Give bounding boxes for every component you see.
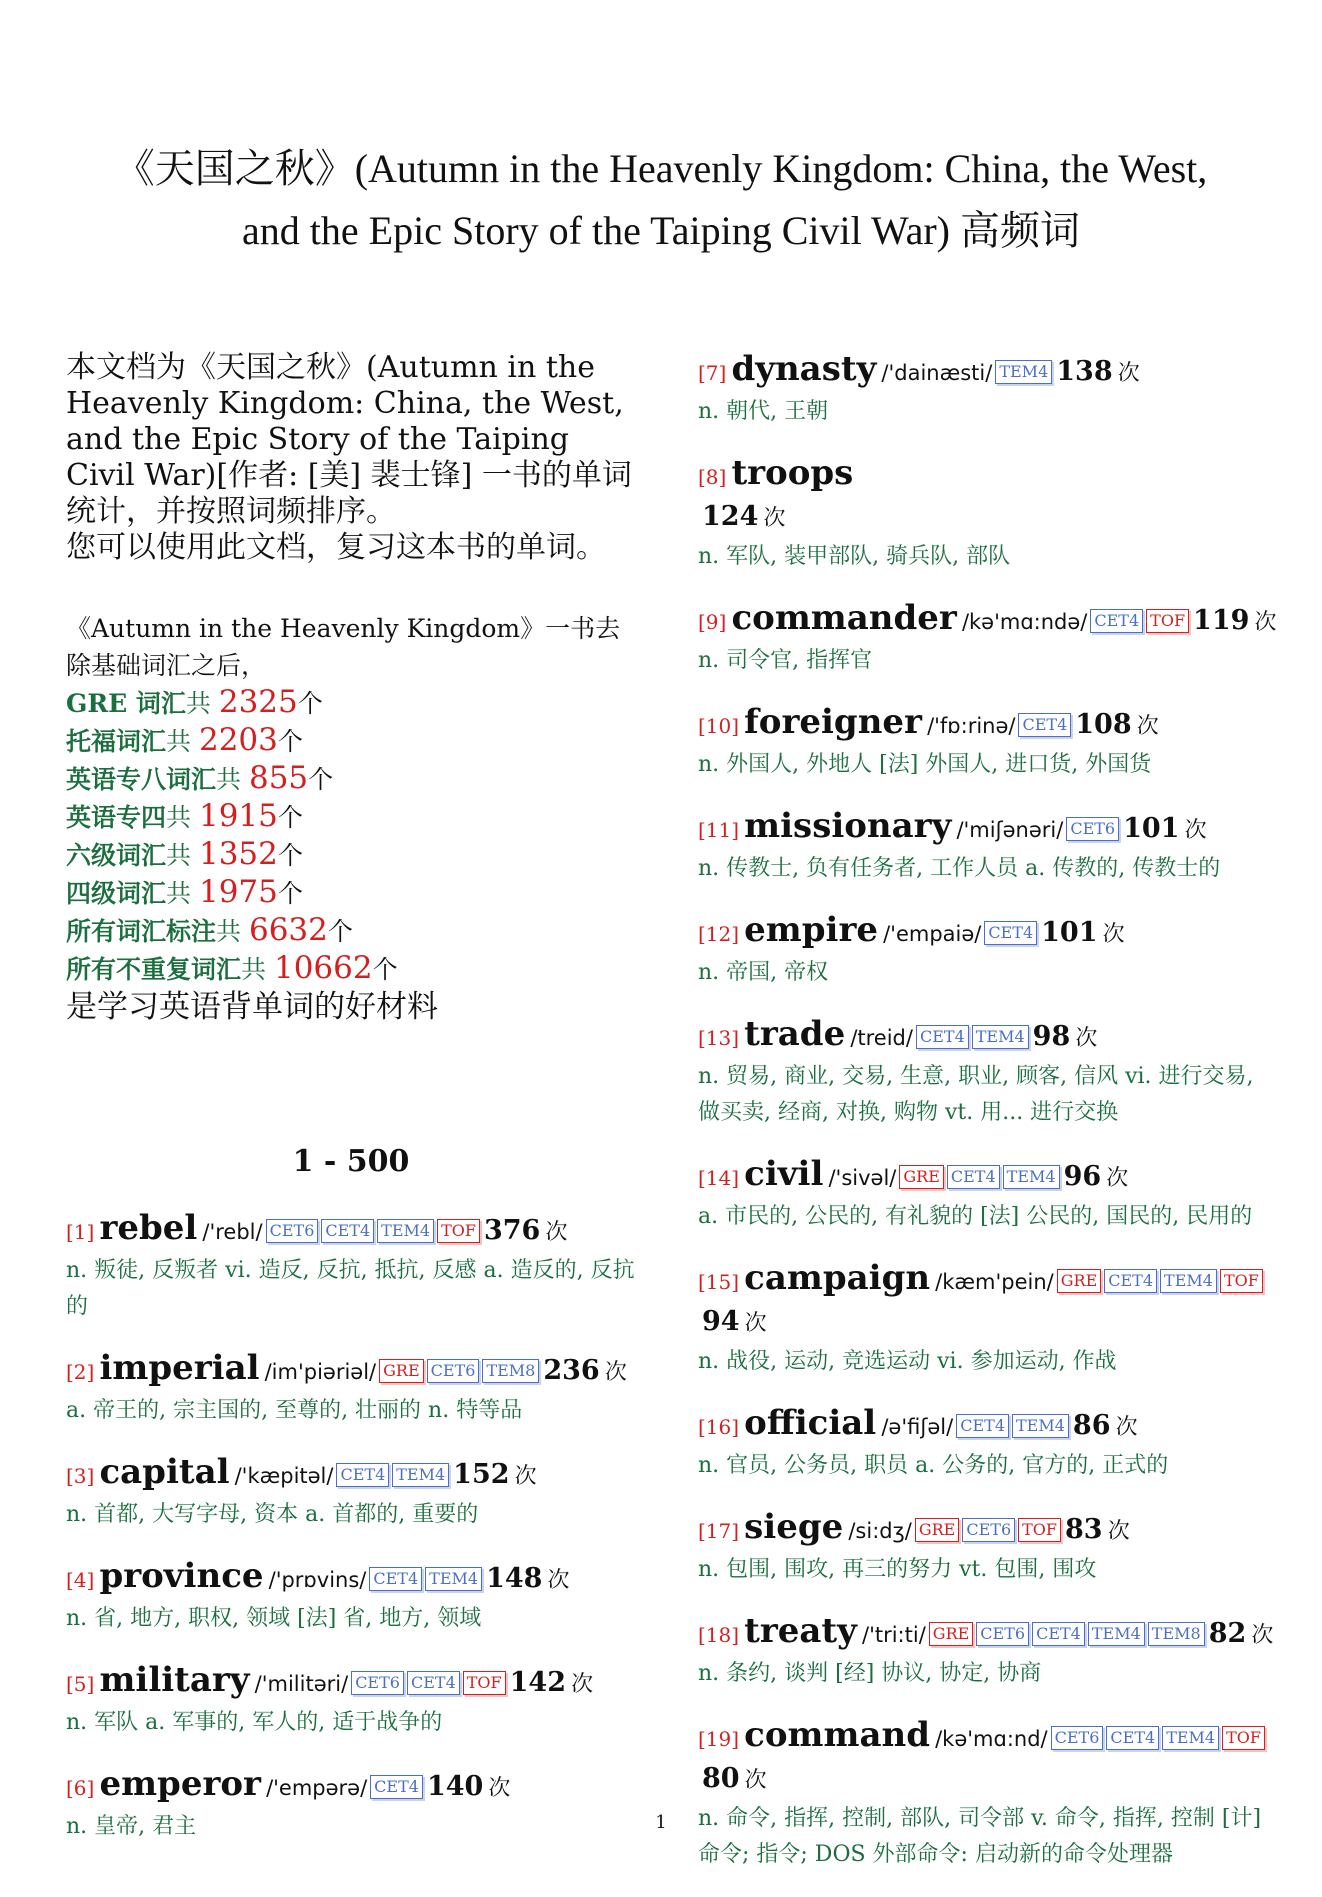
word-entry [66,1557,636,1637]
entry-meaning: n. 首都, 大写字母, 资本 a. 首都的, 重要的 [66,1502,479,1527]
intro-text-2: 您可以使用此文档，复习这本书的单词。 [66,530,606,565]
entry-phonetic: /kə'mɑ:nd/ [935,1727,1048,1751]
entry-frequency: 98 [1032,1021,1071,1052]
stat-row [66,798,636,836]
entry-frequency: 82 [1208,1618,1247,1649]
word-entry [698,1155,1278,1235]
word-list-left [66,1209,636,1845]
entry-frequency: 124 [702,501,759,532]
stat-unit: 个 [327,917,353,946]
entry-frequency: 86 [1072,1410,1111,1441]
entry-times-unit: 次 [1136,714,1159,739]
entry-meaning: n. 军队, 装甲部队, 骑兵队, 部队 [698,544,1011,569]
entry-header [698,599,1278,643]
stat-connector: 共 [216,917,249,946]
entry-frequency: 80 [702,1763,740,1794]
stat-label: 四级词汇 [66,879,167,908]
entry-header [66,1209,636,1253]
entry-frequency: 101 [1123,813,1180,844]
entry-index: [3] [66,1464,95,1488]
entry-frequency: 140 [426,1771,484,1802]
entry-phonetic: /'prɒvins/ [268,1568,367,1592]
entry-times-unit: 次 [1106,1166,1129,1191]
entry-times-unit: 次 [604,1360,627,1385]
entry-index: [13] [698,1026,740,1050]
entry-index: [11] [698,818,740,842]
exam-tag-tem4: TEM4 [1012,1414,1069,1438]
stat-label: 英语专八词汇 [66,765,217,794]
exam-tag-tem8: TEM8 [1148,1622,1205,1646]
exam-tag-cet6: CET6 [351,1671,404,1695]
entry-phonetic: /'rebl/ [202,1220,263,1244]
word-entry [698,1508,1278,1588]
entry-meaning: n. 官员, 公务员, 职员 a. 公务的, 官方的, 正式的 [698,1453,1169,1478]
entry-phonetic: /'sivəl/ [828,1166,897,1190]
word-entry [66,1209,636,1325]
stat-row [66,760,636,798]
entry-meaning: n. 军队 a. 军事的, 军人的, 适于战争的 [66,1710,443,1735]
entry-phonetic: /'dainæsti/ [881,361,993,385]
intro-paragraph [66,350,636,566]
entry-word: commander [731,598,957,638]
entry-word: missionary [744,806,952,846]
entry-header [66,1557,636,1601]
page-number: 1 [655,1812,667,1833]
stat-label: 六级词汇 [66,841,167,870]
exam-tag-cet6: CET6 [1051,1726,1104,1750]
entry-index: [1] [66,1220,95,1244]
entry-index: [5] [66,1672,95,1696]
entry-frequency: 376 [483,1215,541,1246]
entry-word: empire [744,910,878,950]
stat-count: 6632 [248,912,328,948]
exam-tag-tem4: TEM4 [377,1219,434,1243]
word-entry [698,807,1278,887]
entry-index: [15] [698,1270,740,1294]
exam-tag-cet6: CET6 [266,1219,319,1243]
entry-times-unit: 次 [1254,610,1277,635]
exam-tag-cet6: CET6 [1066,817,1119,841]
word-entry [698,599,1278,679]
entry-times-unit: 次 [1115,1415,1138,1440]
entry-word: campaign [744,1258,931,1298]
stat-row [66,912,636,950]
stat-count: 1975 [198,874,278,910]
entry-phonetic: /'militəri/ [254,1672,349,1696]
entry-phonetic: /'tri:ti/ [862,1623,926,1647]
entry-frequency: 119 [1193,605,1250,636]
exam-tag-cet4: CET4 [369,1567,422,1591]
entry-meaning: n. 帝国, 帝权 [698,960,829,985]
exam-tag-tem4: TEM4 [1162,1726,1219,1750]
entry-index: [2] [66,1360,95,1384]
right-column [698,350,1278,1897]
stat-count: 1352 [198,836,278,872]
stat-unit: 个 [277,803,303,832]
entry-index: [12] [698,922,740,946]
stat-count: 855 [248,760,309,796]
exam-tag-cet4: CET4 [321,1219,374,1243]
stat-connector: 共 [166,879,199,908]
exam-tag-gre: GRE [899,1165,944,1189]
stat-connector: 共 [166,803,199,832]
entry-phonetic: /kə'mɑ:ndə/ [961,610,1088,634]
entry-frequency: 142 [509,1667,567,1698]
entry-frequency: 236 [543,1355,600,1386]
entry-times-unit: 次 [545,1220,568,1245]
entry-times-unit: 次 [571,1672,594,1697]
entry-header [698,1404,1278,1448]
stat-connector: 共 [185,689,219,718]
entry-times-unit: 次 [1102,922,1125,947]
entry-index: [6] [66,1776,95,1800]
entry-index: [14] [698,1166,740,1190]
word-list-right [698,350,1278,1873]
entry-word: treaty [744,1611,857,1651]
entry-times-unit: 次 [1107,1519,1130,1544]
entry-meaning: n. 省, 地方, 职权, 领域 [法] 省, 地方, 领域 [66,1606,482,1631]
exam-tag-tem8: TEM8 [482,1359,539,1383]
entry-header [66,1349,636,1393]
entry-word: rebel [99,1208,198,1248]
entry-header [698,1259,1278,1344]
word-entry [66,1453,636,1533]
entry-phonetic: /si:dʒ/ [848,1519,912,1543]
vocabulary-stats [66,610,636,1026]
entry-times-unit: 次 [1117,361,1140,386]
exam-tag-tof: TOF [1018,1518,1061,1542]
stat-unit: 个 [277,879,303,908]
entry-index: [19] [698,1727,740,1751]
entry-phonetic: /im'piəriəl/ [264,1360,377,1384]
exam-tag-cet6: CET6 [427,1359,480,1383]
entry-index: [7] [698,361,727,385]
entry-times-unit: 次 [514,1464,537,1489]
entry-meaning: n. 战役, 运动, 竞选运动 vi. 参加运动, 作战 [698,1349,1117,1374]
entry-times-unit: 次 [1075,1026,1098,1051]
stat-unit: 个 [308,765,334,794]
entry-word: emperor [99,1764,261,1804]
word-entry [698,1259,1278,1380]
entry-times-unit: 次 [744,1768,767,1793]
entry-phonetic: /'empaiə/ [883,922,982,946]
entry-frequency: 138 [1056,356,1113,387]
stat-count: 2203 [198,722,278,758]
word-entry [66,1661,636,1741]
exam-tag-tem4: TEM4 [1160,1269,1217,1293]
stat-row [66,722,636,760]
exam-tag-cet4: CET4 [1018,713,1071,737]
entry-meaning: n. 条约, 谈判 [经] 协议, 协定, 协商 [698,1661,1042,1686]
exam-tag-tem4: TEM4 [1003,1165,1060,1189]
entry-index: [8] [698,465,727,489]
stat-label: 托福词汇 [66,727,167,756]
entry-meaning: a. 市民的, 公民的, 有礼貌的 [法] 公民的, 国民的, 民用的 [698,1204,1253,1229]
left-column [66,350,636,1869]
title-line-2: and the Epic Story of the Taiping Civil War) 高频词 [242,208,1080,253]
exam-tag-tem4: TEM4 [425,1567,482,1591]
entry-phonetic: /'kæpitəl/ [234,1464,334,1488]
stat-count: 1915 [198,798,278,834]
entry-header [698,1508,1278,1552]
section-heading: 1 - 500 [292,1144,410,1179]
entry-phonetic: /'miʃənəri/ [956,818,1064,842]
entry-times-unit: 次 [1184,818,1207,843]
stat-label: GRE 词汇 [66,689,186,718]
stat-row [66,874,636,912]
entry-meaning: n. 司令官, 指挥官 [698,648,873,673]
entry-phonetic: /treid/ [850,1026,913,1050]
entry-header [698,454,1278,539]
entry-phonetic: /'fɒ:rinə/ [927,714,1016,738]
entry-meaning: n. 叛徒, 反叛者 vi. 造反, 反抗, 抵抗, 反感 a. 造反的, 反抗的 [66,1258,635,1319]
stat-row [66,950,636,988]
entry-phonetic: /kæm'pein/ [935,1270,1054,1294]
entry-word: foreigner [744,702,922,742]
entry-frequency: 148 [486,1563,543,1594]
stat-label: 所有词汇标注 [66,917,217,946]
entry-phonetic: /'empərə/ [266,1776,368,1800]
entry-meaning: n. 外国人, 外地人 [法] 外国人, 进口货, 外国货 [698,752,1152,777]
entry-meaning: n. 传教士, 负有任务者, 工作人员 a. 传教的, 传教士的 [698,856,1221,881]
entry-word: military [99,1660,250,1700]
stats-lead: 《Autumn in the Heavenly Kingdom》一书去除基础词汇之后， [66,614,621,680]
entry-frequency: 83 [1065,1514,1103,1545]
exam-tag-cet6: CET6 [976,1622,1029,1646]
exam-tag-tof: TOF [1146,609,1189,633]
entry-word: official [744,1403,877,1443]
exam-tag-cet4: CET4 [947,1165,1000,1189]
entry-index: [4] [66,1568,95,1592]
stat-connector: 共 [166,841,199,870]
title-line-1: 《天国之秋》(Autumn in the Heavenly Kingdom: China, the West, [114,146,1208,191]
entry-header [66,1453,636,1497]
entry-frequency: 101 [1041,917,1098,948]
exam-tag-tem4: TEM4 [1088,1622,1145,1646]
stats-closing: 是学习英语背单词的好材料 [66,989,438,1025]
entry-meaning: n. 命令, 指挥, 控制, 部队, 司令部 v. 命令, 指挥, 控制 [计] 命令; 指令; DOS 外部命令: 启动新的命令处理器 [698,1806,1262,1867]
exam-tag-tem4: TEM4 [392,1463,449,1487]
exam-tag-tof: TOF [437,1219,480,1243]
word-entry [698,350,1278,430]
entry-header [698,1612,1278,1656]
exam-tag-cet4: CET4 [1090,609,1143,633]
entry-index: [9] [698,610,727,634]
document-title [60,138,1262,262]
stat-unit: 个 [372,955,398,984]
exam-tag-cet6: CET6 [962,1518,1015,1542]
word-entry [698,454,1278,575]
entry-header [66,1765,636,1809]
exam-tag-tof: TOF [1220,1269,1263,1293]
entry-meaning: n. 包围, 围攻, 再三的努力 vt. 包围, 围攻 [698,1557,1097,1582]
exam-tag-gre: GRE [1057,1269,1102,1293]
entry-header [698,1155,1278,1199]
entry-phonetic: /ə'fiʃəl/ [881,1415,954,1439]
entry-frequency: 152 [453,1459,510,1490]
stat-row [66,684,636,722]
entry-times-unit: 次 [488,1776,511,1801]
exam-tag-tem4: TEM4 [995,360,1052,384]
entry-times-unit: 次 [1251,1623,1274,1648]
exam-tag-tof: TOF [1222,1726,1265,1750]
exam-tag-cet4: CET4 [916,1025,969,1049]
stat-connector: 共 [166,727,199,756]
exam-tag-gre: GRE [929,1622,974,1646]
exam-tag-gre: GRE [915,1518,960,1542]
exam-tag-tem4: TEM4 [972,1025,1029,1049]
stat-label: 英语专四 [66,803,167,832]
word-entry [698,911,1278,991]
entry-word: troops [731,453,854,493]
stat-connector: 共 [241,955,274,984]
entry-word: trade [744,1014,846,1054]
exam-tag-cet4: CET4 [370,1775,423,1799]
entry-meaning: n. 朝代, 王朝 [698,399,829,424]
word-entry [698,1612,1278,1692]
entry-header [698,1716,1278,1801]
stat-count: 10662 [273,950,373,986]
entry-word: imperial [99,1348,260,1388]
word-entry [698,703,1278,783]
entry-word: siege [744,1507,844,1547]
exam-tag-cet4: CET4 [407,1671,460,1695]
stat-unit: 个 [277,727,303,756]
entry-word: capital [99,1452,230,1492]
entry-frequency: 108 [1075,709,1132,740]
entry-header [66,1661,636,1705]
intro-text-1: 本文档为《天国之秋》(Autumn in the Heavenly Kingdom: China, the West, and the Epic Story of the Taiping Civil War)[作者: [美] 裴士锋] 一书的单词统计，并按照词频排序。 [66,350,632,529]
entry-header [698,1015,1278,1059]
exam-tag-cet4: CET4 [1106,1726,1159,1750]
entry-header [698,807,1278,851]
stat-unit: 个 [297,689,323,718]
entry-frequency: 94 [702,1306,740,1337]
entry-word: dynasty [731,349,877,389]
entry-index: [10] [698,714,740,738]
stat-connector: 共 [216,765,249,794]
entry-header [698,350,1278,394]
entry-times-unit: 次 [744,1311,767,1336]
entry-header [698,911,1278,955]
entry-header [698,703,1278,747]
entry-word: province [99,1556,264,1596]
entry-meaning: n. 贸易, 商业, 交易, 生意, 职业, 顾客, 信风 vi. 进行交易, 做买卖, 经商, 对换, 购物 vt. 用... 进行交换 [698,1064,1254,1125]
stat-count: 2325 [218,684,298,720]
exam-tag-cet4: CET4 [1032,1622,1085,1646]
exam-tag-cet4: CET4 [956,1414,1009,1438]
exam-tag-cet4: CET4 [984,921,1037,945]
stat-list [66,684,636,988]
exam-tag-gre: GRE [379,1359,424,1383]
entry-meaning: n. 皇帝, 君主 [66,1814,197,1839]
entry-times-unit: 次 [763,506,786,531]
exam-tag-tof: TOF [463,1671,506,1695]
entry-index: [16] [698,1415,740,1439]
entry-times-unit: 次 [547,1568,570,1593]
stat-label: 所有不重复词汇 [66,955,242,984]
word-entry [66,1765,636,1845]
word-entry [66,1349,636,1429]
exam-tag-cet4: CET4 [336,1463,389,1487]
entry-word: civil [744,1154,824,1194]
entry-word: command [744,1715,931,1755]
word-entry [698,1015,1278,1131]
stat-unit: 个 [277,841,303,870]
word-entry [698,1716,1278,1873]
entry-meaning: a. 帝王的, 宗主国的, 至尊的, 壮丽的 n. 特等品 [66,1398,523,1423]
entry-index: [18] [698,1623,740,1647]
entry-index: [17] [698,1519,740,1543]
entry-frequency: 96 [1063,1161,1102,1192]
word-entry [698,1404,1278,1484]
stat-row [66,836,636,874]
exam-tag-cet4: CET4 [1104,1269,1157,1293]
